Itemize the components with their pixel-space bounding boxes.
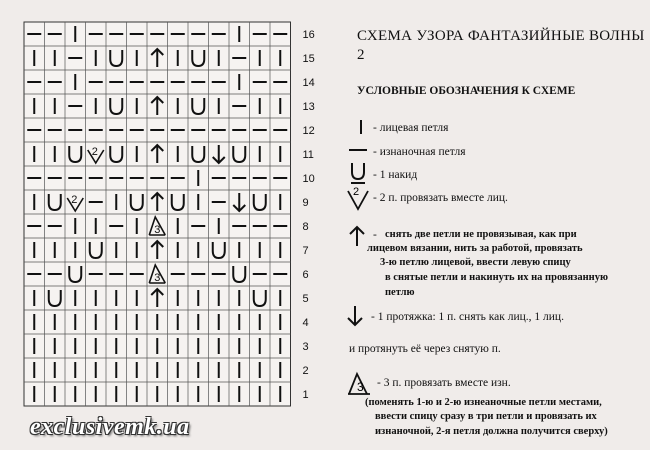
row-number: 7 bbox=[302, 245, 309, 257]
legend-knit-text: - лицевая петля bbox=[373, 122, 449, 134]
row-number: 8 bbox=[302, 221, 309, 233]
arrow-up-icon bbox=[347, 224, 367, 248]
legend-purl-text: - изнаночная петля bbox=[373, 146, 466, 158]
row-number: 9 bbox=[302, 197, 309, 209]
yarn-over-icon bbox=[348, 160, 368, 186]
legend-arrow-down-cont: и протянуть её через снятую п. bbox=[349, 343, 501, 355]
legend-panel bbox=[345, 0, 650, 450]
row-number: 11 bbox=[302, 149, 314, 161]
svg-text:2: 2 bbox=[71, 194, 78, 206]
row-number: 2 bbox=[302, 365, 309, 377]
legend-arrow-up-line3: 3-ю петлю лицевой, ввести левую спицу bbox=[380, 257, 571, 268]
row-number: 12 bbox=[302, 125, 315, 137]
legend-p3tog-note3: изнаночной, 2-я петля должна получится сверху) bbox=[375, 426, 608, 437]
svg-text:3: 3 bbox=[357, 380, 364, 394]
row-number: 16 bbox=[302, 29, 315, 41]
svg-text:3: 3 bbox=[154, 272, 161, 284]
k2tog-icon bbox=[346, 185, 370, 211]
legend-arrow-up-line2: лицевом вязании, нить за работой, провязать bbox=[367, 243, 583, 254]
svg-text:2: 2 bbox=[353, 186, 360, 198]
row-number: 14 bbox=[302, 77, 315, 89]
row-number: 13 bbox=[302, 101, 315, 113]
svg-text:2: 2 bbox=[91, 146, 98, 158]
row-number: 15 bbox=[302, 53, 315, 65]
row-number: 5 bbox=[302, 293, 309, 305]
chart-grid bbox=[0, 0, 320, 415]
purl-icon bbox=[347, 143, 369, 157]
chart-title: СХЕМА УЗОРА ФАНТАЗИЙНЫЕ ВОЛНЫ 2 bbox=[357, 28, 645, 63]
row-number: 10 bbox=[302, 173, 315, 185]
svg-text:3: 3 bbox=[154, 224, 161, 236]
legend-yo-text: - 1 накид bbox=[373, 169, 418, 181]
legend-p3tog-note2: ввести спицу сразу в три петли и провязать их bbox=[375, 411, 597, 422]
row-number: 3 bbox=[302, 341, 309, 353]
legend-arrow-down-text: - 1 протяжка: 1 п. снять как лиц., 1 лиц. bbox=[371, 311, 564, 323]
arrow-down-icon bbox=[345, 304, 365, 328]
watermark-logo: exclusivemk.ua bbox=[30, 414, 190, 440]
knit-icon bbox=[353, 118, 369, 136]
legend-arrow-up-dash: - bbox=[373, 229, 377, 241]
legend-arrow-up-line4: в снятые петли и накинуть их на провязанную bbox=[385, 272, 608, 283]
p3tog-icon bbox=[347, 370, 373, 396]
knitting-chart bbox=[0, 0, 320, 415]
legend-p3tog-text: - 3 п. провязать вместе изн. bbox=[377, 377, 511, 389]
row-number: 1 bbox=[302, 389, 309, 401]
legend-arrow-up-line1: снять две петли не провязывая, как при bbox=[385, 229, 577, 240]
legend-k2tog-text: - 2 п. провязать вместе лиц. bbox=[373, 192, 508, 204]
legend-heading: УСЛОВНЫЕ ОБОЗНАЧЕНИЯ К СХЕМЕ bbox=[357, 85, 576, 97]
legend-p3tog-note1: (поменять 1-ю и 2-ю изнеаночные петли местами, bbox=[365, 397, 602, 408]
legend-arrow-up-line5: петлю bbox=[385, 287, 415, 298]
row-number: 4 bbox=[302, 317, 309, 329]
row-number: 6 bbox=[302, 269, 309, 281]
